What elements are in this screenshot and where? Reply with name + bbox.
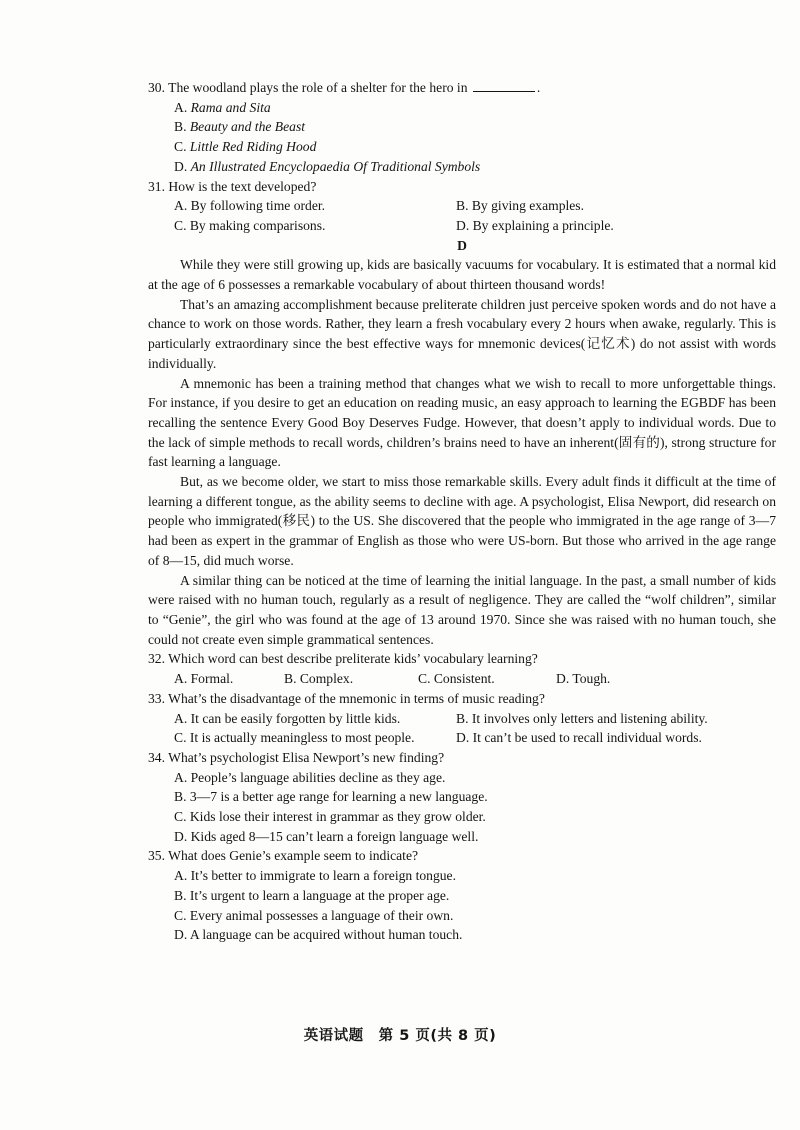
- option-b: B. Complex.: [284, 671, 354, 687]
- option-d: D. Kids aged 8—15 can’t learn a foreign language well.: [174, 828, 479, 844]
- question-31: [148, 177, 776, 236]
- question-32-stem: 32. Which word can best describe preliterate kids’ vocabulary learning?: [148, 651, 538, 667]
- option-a: A. People’s language abilities decline as they age.: [174, 769, 446, 785]
- option-a: A. It’s better to immigrate to learn a foreign tongue.: [174, 868, 456, 884]
- option-c: C. Consistent.: [418, 671, 495, 687]
- passage-paragraph: A similar thing can be noticed at the time of learning the initial language. In the past, a small number of kids were raised with no human touch, regularly as a result of negligence. They are called the “wolf children”, similar to “Genie”, the girl who was found at the age of 13 around 1970. Since she was raised with no human touch, she could not create even simple grammatical sentences.: [148, 572, 776, 647]
- option-a: A. Rama and Sita: [174, 99, 271, 115]
- section-heading: D: [457, 237, 467, 253]
- option-c: C. By making comparisons.: [174, 217, 326, 233]
- option-a: A. Formal.: [174, 671, 234, 687]
- reading-passage: [148, 255, 776, 649]
- question-34: [148, 748, 776, 847]
- option-c: C. Kids lose their interest in grammar as they grow older.: [174, 809, 486, 825]
- passage-paragraph: That’s an amazing accomplishment because preliterate children just perceive spoken words and do not have a chance to work on those words. Rather, they learn a fresh vocabulary every 2 hours when awake, regularly. This is particularly extraordinary since the best effective ways for mnemonic devices(记忆术) do not assist with words individually.: [148, 296, 776, 371]
- option-d: D. It can’t be used to recall individual words.: [456, 730, 702, 746]
- option-a: A. By following time order.: [174, 198, 326, 214]
- option-d: D. Tough.: [556, 671, 611, 687]
- answer-blank: [473, 79, 535, 92]
- option-b: B. It involves only letters and listening ability.: [456, 710, 708, 726]
- option-b: B. By giving examples.: [456, 198, 584, 214]
- option-b: B. 3—7 is a better age range for learning a new language.: [174, 789, 488, 805]
- passage-paragraph: A mnemonic has been a training method that changes what we wish to recall to more unforgettable things. For instance, if you desire to get an education on reading music, an easy approach to learning the EGBDF has been recalling the sentence Every Good Boy Deserves Fudge. However, that doesn’t apply to individual words. Due to the lack of simple methods to recall words, children’s brains need to have an inherent(固有的), strong structure for fast learning a language.: [148, 375, 776, 470]
- option-a: A. It can be easily forgotten by little kids.: [174, 710, 401, 726]
- question-34-stem: 34. What’s psychologist Elisa Newport’s new finding?: [148, 749, 445, 765]
- page-footer: 英语试题 第 5 页(共 8 页): [303, 1028, 497, 1044]
- option-d: D. By explaining a principle.: [456, 217, 614, 233]
- question-33: [148, 689, 776, 748]
- option-c: C. It is actually meaningless to most people.: [174, 730, 415, 746]
- option-c: C. Little Red Riding Hood: [174, 139, 317, 155]
- question-33-stem: 33. What’s the disadvantage of the mnemonic in terms of music reading?: [148, 690, 545, 706]
- exam-page: [148, 78, 776, 945]
- option-c: C. Every animal possesses a language of their own.: [174, 907, 454, 923]
- option-b: B. It’s urgent to learn a language at the proper age.: [174, 887, 450, 903]
- question-30-stem: 30. The woodland plays the role of a shelter for the hero in: [148, 80, 468, 95]
- question-31-stem: 31. How is the text developed?: [148, 178, 317, 194]
- question-32: [148, 649, 776, 688]
- option-d: D. An Illustrated Encyclopaedia Of Traditional Symbols: [174, 158, 481, 174]
- question-35: [148, 846, 776, 945]
- passage-paragraph: But, as we become older, we start to miss those remarkable skills. Every adult finds it difficult at the time of learning a different tongue, as the ability seems to decline with age. A psychologist, Elisa Newport, did research on people who immigrated(移民) to the US. She discovered that the people who immigrated in the age range of 3—7 had been as expert in the grammar of English as those who were US-born. But those who arrived in the age range of 8—15, did much worse.: [148, 474, 776, 568]
- question-35-stem: 35. What does Genie’s example seem to indicate?: [148, 848, 419, 864]
- passage-paragraph: While they were still growing up, kids are basically vacuums for vocabulary. It is estimated that a normal kid at the age of 6 possesses a remarkable vocabulary of about thirteen thousand words!: [148, 257, 776, 293]
- option-b: B. Beauty and the Beast: [174, 119, 306, 135]
- option-d: D. A language can be acquired without human touch.: [174, 927, 463, 943]
- question-30: 30. The woodland plays the role of a shelter for the hero in . A. Rama and Sita B. Beauty and the Beast C. Little Red Riding Hood D. An Illustrated Encyclopaedia Of Traditional Symbols: [148, 78, 776, 177]
